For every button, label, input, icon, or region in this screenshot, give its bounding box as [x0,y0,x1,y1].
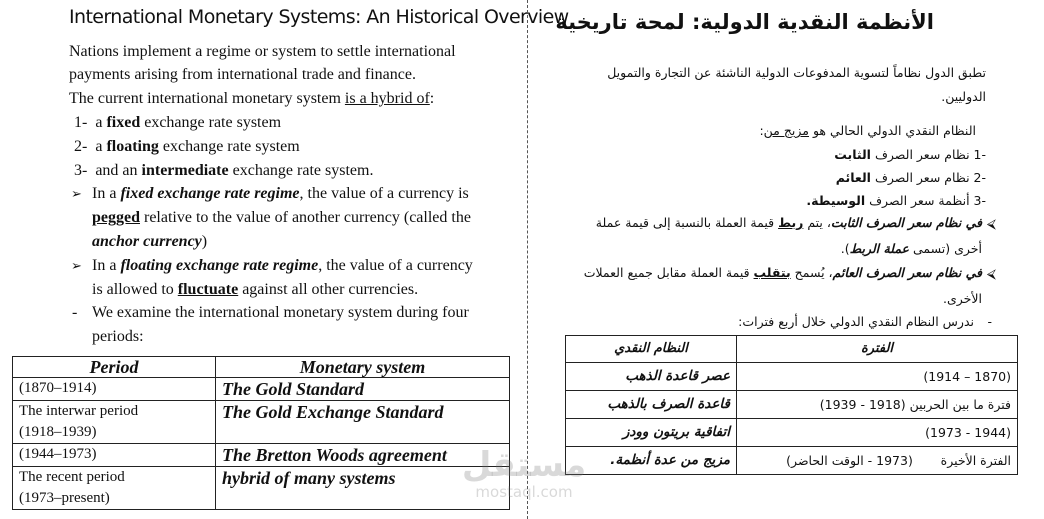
table-row [13,378,510,401]
hybrid-underlined: is a hybrid of [344,90,430,107]
english-item-3 [74,159,373,182]
system-cell: اتفاقية بريتون وودز [566,419,737,447]
column-divider [527,0,528,519]
item-post: exchange rate system. [228,162,374,179]
english-floating-line-1 [92,254,473,277]
fixed-l2-post: relative to the value of another currency (called the [140,209,471,226]
english-fixed-line-1 [92,182,469,205]
arabic-hybrid-line [759,120,976,142]
arabic-item-1 [834,144,986,166]
hybrid-post: : [429,90,435,107]
table-header-row [566,336,1018,363]
table-row [566,419,1018,447]
peg-term: ربط [778,215,804,230]
header-monetary-system: Monetary system [216,357,510,378]
item-pre: نظام سعر الصرف [870,147,970,162]
floating-post: , the value of a currency [318,257,473,274]
arabic-item-3 [806,190,986,212]
table-row [13,401,510,444]
floating-l2-post: against all other currencies. [238,281,419,298]
table-row [566,391,1018,419]
arabic-floating-line-2: الأخرى. [943,291,982,306]
english-period-table [12,356,510,510]
item-number: 2- [74,138,88,155]
english-fixed-line-2 [92,206,471,229]
watermark-english: mostaql.com [475,483,573,501]
period-cell: (1944 - 1973) [737,419,1018,447]
arabic-fixed-line-1 [596,212,982,234]
english-intro-line-2: payments arising from international trade and finance. [69,66,416,83]
item-number: -1 [973,147,986,162]
table-row [566,363,1018,391]
arabic-fixed-line-2 [841,238,982,260]
arabic-intro-line-1: تطبق الدول نظاماً لتسوية المدفوعات الدولية الناشئة عن التجارة والتمويل [607,65,986,80]
arabic-item-2 [836,167,986,189]
period-cell: (1870–1914) [13,378,216,401]
period-cell: The recent period (1973–present) [13,467,216,510]
fixed-post: , the value of a currency is [299,185,469,202]
item-bold: intermediate [141,162,229,179]
english-item-1 [74,111,281,134]
system-cell: The Gold Standard [216,378,510,401]
table-row [13,444,510,467]
item-number: -2 [973,170,986,185]
floating-l2-pre: is allowed to [92,281,178,298]
item-bold: floating [106,138,159,155]
item-pre: a [95,138,107,155]
fixed-post: قيمة العملة بالنسبة إلى قيمة عملة [595,215,779,230]
floating-regime: في نظام سعر الصرف العائم [832,265,982,280]
header-period: الفترة [737,336,1018,363]
period-cell: الفترة الأخيرة (1973 - الوقت الحاضر) [737,447,1018,475]
watermark-arabic: مستقل [461,445,587,485]
system-cell: The Gold Exchange Standard [216,401,510,444]
item-number: 3- [74,162,88,179]
english-examine-line-2: periods: [92,328,144,345]
arabic-examine-line: ندرس النظام النقدي الدولي خلال أربع فترات: [738,314,974,329]
item-bold: الوسيطة. [806,193,866,208]
fixed-regime: في نظام سعر الصرف الثابت [830,215,982,230]
item-number: -3 [973,193,986,208]
item-post: exchange rate system [140,114,282,131]
english-hybrid-line [69,87,434,110]
anchor-currency-term: anchor currency [92,233,202,250]
item-pre: أنظمة سعر الصرف [865,193,970,208]
arabic-intro-line-2: الدوليين. [941,89,986,104]
fixed-l3-post: ) [201,233,208,250]
arabic-floating-line-1 [584,262,982,284]
fixed-l2-pre: أخرى (تسمى [909,241,982,256]
floating-mid: ، يُسمح [790,265,833,280]
item-pre: and an [95,162,142,179]
arrow-bullet-icon: ⮘ [986,266,996,281]
english-examine-line-1: We examine the international monetary system during four [92,304,469,321]
english-title: International Monetary Systems: An Historical Overview [69,6,569,28]
fixed-l2-post: ). [840,241,850,256]
fluctuate-term: بتقلب [753,265,791,280]
arrow-bullet-icon: ⮘ [986,216,996,231]
arabic-period-table [565,335,1018,475]
floating-regime: floating exchange rate regime [120,257,319,274]
fixed-mid: ، يتم [803,215,831,230]
item-pre: نظام سعر الصرف [870,170,970,185]
english-examine-dash: - [72,304,78,321]
floating-post: قيمة العملة مقابل جميع العملات [583,265,754,280]
period-cell: The interwar period (1918–1939) [13,401,216,444]
system-cell: مزيج من عدة أنظمة. [566,447,737,475]
mostaql-watermark [454,446,594,516]
table-row [13,467,510,510]
pegged-term: pegged [92,209,140,226]
system-cell: عصر قاعدة الذهب [566,363,737,391]
system-cell: hybrid of many systems [216,467,510,510]
fixed-regime: fixed exchange rate regime [120,185,300,202]
item-bold: fixed [106,114,141,131]
english-intro-line-1: Nations implement a regime or system to settle international [69,43,456,60]
item-bold: الثابت [834,147,871,162]
hybrid-pre: The current international monetary system [69,90,345,107]
item-pre: a [95,114,107,131]
header-period: Period [13,357,216,378]
hybrid-pre: النظام النقدي الدولي الحالي هو [809,123,976,138]
period-cell: (1870 – 1914) [737,363,1018,391]
anchor-currency-term: عملة الربط [849,241,910,256]
system-cell: قاعدة الصرف بالذهب [566,391,737,419]
arrow-bullet-icon: ➢ [71,186,82,201]
item-number: 1- [74,114,88,131]
period-cell: فترة ما بين الحربين (1918 - 1939) [737,391,1018,419]
floating-pre: In a [92,257,121,274]
hybrid-post: : [759,123,764,138]
hybrid-underlined: مزيج من [763,123,809,138]
english-item-2 [74,135,300,158]
fluctuate-term: fluctuate [177,281,239,298]
english-fixed-line-3 [92,230,207,253]
table-row [566,447,1018,475]
english-floating-line-2 [92,278,418,301]
fixed-pre: In a [92,185,121,202]
system-cell: The Bretton Woods agreement [216,444,510,467]
arabic-examine-dash: - [987,314,992,329]
item-post: exchange rate system [158,138,300,155]
table-header-row [13,357,510,378]
item-bold: العائم [835,170,871,185]
period-cell: (1944–1973) [13,444,216,467]
arrow-bullet-icon: ➢ [71,258,82,273]
header-monetary-system: النظام النقدي [566,336,737,363]
arabic-title: الأنظمة النقدية الدولية: لمحة تاريخية [555,10,934,34]
